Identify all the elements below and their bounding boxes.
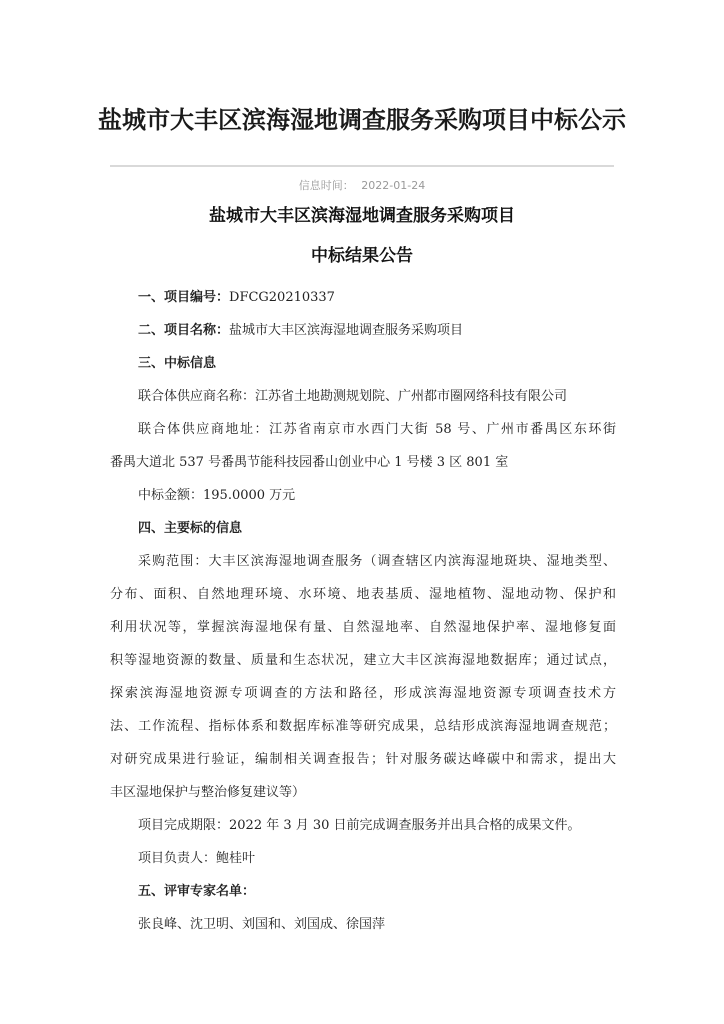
supplier-address-line2: 番禺大道北 537 号番禺节能科技园番山创业中心 1 号楼 3 区 801 室 <box>110 455 509 470</box>
scope-line: 积等湿地资源的数量、质量和生态状况，建立大丰区滨海湿地数据库；通过试点， <box>110 653 616 668</box>
project-name-label: 二、项目名称： <box>138 323 230 338</box>
project-number-row <box>110 281 616 314</box>
info-time-label: 信息时间： <box>298 179 354 192</box>
project-manager: 项目负责人：鲍桂叶 <box>138 851 256 866</box>
supplier-name: 联合体供应商名称：江苏省土地勘测规划院、广州都市圈网络科技有限公司 <box>138 389 568 404</box>
bid-amount: 中标金额：195.0000 万元 <box>138 488 296 503</box>
project-number-label: 一、项目编号： <box>138 290 230 305</box>
project-name-value: 盐城市大丰区滨海湿地调查服务采购项目 <box>229 323 464 338</box>
section-main-subject-title: 四、主要标的信息 <box>138 521 243 536</box>
scope-line: 法、工作流程、指标体系和数据库标准等研究成果，总结形成滨海湿地调查规范； <box>110 719 616 734</box>
section-award-info-title: 三、中标信息 <box>138 356 217 371</box>
notice-body <box>110 281 616 941</box>
info-time <box>0 177 724 195</box>
scope-line: 对研究成果进行验证，编制相关调查报告；针对服务碳达峰碳中和需求，提出大 <box>110 752 616 767</box>
page-title: 盐城市大丰区滨海湿地调查服务采购项目中标公示 <box>98 106 626 134</box>
scope-line: 分布、面积、自然地理环境、水环境、地表基质、湿地植物、湿地动物、保护和 <box>110 587 616 602</box>
scope-line: 丰区湿地保护与整治修复建议等） <box>110 785 306 800</box>
notice-heading-line1: 盐城市大丰区滨海湿地调查服务采购项目 <box>209 206 515 226</box>
project-number-value: DFCG20210337 <box>229 290 335 305</box>
title-divider <box>110 165 614 167</box>
supplier-address-line1: 联合体供应商地址：江苏省南京市水西门大街 58 号、广州市番禺区东环街 <box>138 422 616 437</box>
scope-line: 探索滨海湿地资源专项调查的方法和路径，形成滨海湿地资源专项调查技术方 <box>110 686 616 701</box>
project-deadline: 项目完成期限：2022 年 3 月 30 日前完成调查服务并出具合格的成果文件。 <box>138 818 581 833</box>
notice-heading-line2: 中标结果公告 <box>311 246 413 266</box>
project-name-row <box>110 314 616 347</box>
expert-list: 张良峰、沈卫明、刘国和、刘国成、徐国萍 <box>138 917 386 932</box>
section-experts-title: 五、评审专家名单： <box>138 884 256 899</box>
info-time-value: 2022-01-24 <box>361 179 426 192</box>
scope-line: 利用状况等，掌握滨海湿地保有量、自然湿地率、自然湿地保护率、湿地修复面 <box>110 620 616 635</box>
scope-line: 采购范围：大丰区滨海湿地调查服务（调查辖区内滨海湿地斑块、湿地类型、 <box>138 554 616 569</box>
